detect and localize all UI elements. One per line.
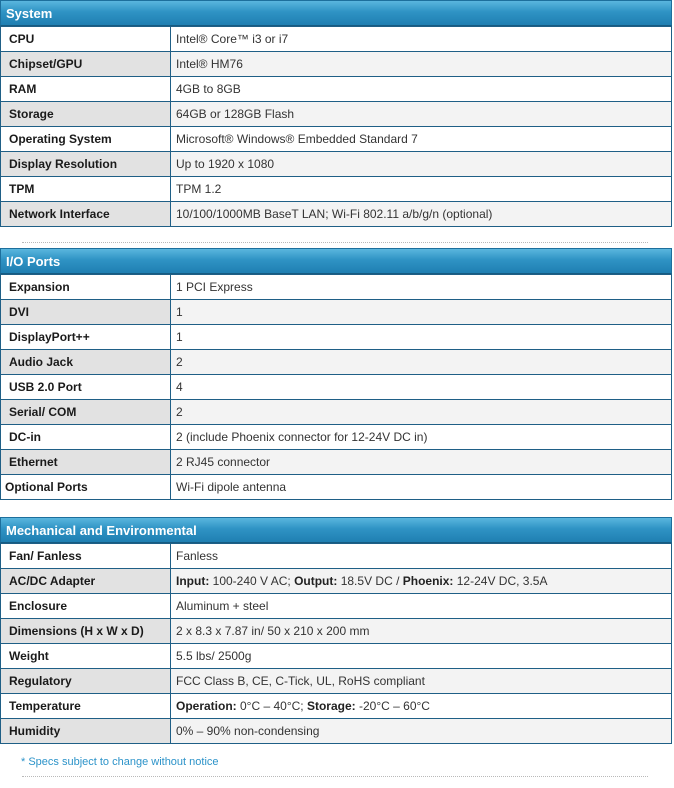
spec-value: Up to 1920 x 1080 [171,152,672,177]
spec-label: Regulatory [1,669,171,694]
spec-row [1,202,672,227]
spec-key: Output: [294,574,338,588]
spec-value [171,694,672,719]
spec-label: USB 2.0 Port [1,375,171,400]
spec-row [1,544,672,569]
spec-value: 4 [171,375,672,400]
spec-label: Humidity [1,719,171,744]
spec-label: CPU [1,27,171,52]
spec-label: Ethernet [1,450,171,475]
spec-label: Enclosure [1,594,171,619]
spec-row [1,375,672,400]
spec-value: Intel® Core™ i3 or i7 [171,27,672,52]
spec-value: 2 [171,350,672,375]
spec-value: Aluminum + steel [171,594,672,619]
spec-row [1,300,672,325]
spec-row [1,450,672,475]
section-header: I/O Ports [0,248,672,274]
spec-key: Phoenix: [402,574,454,588]
spec-value: Fanless [171,544,672,569]
spec-label: DisplayPort++ [1,325,171,350]
spec-value: 2 [171,400,672,425]
io-ports-section [0,248,672,500]
spec-label: Operating System [1,127,171,152]
spec-value: 1 [171,300,672,325]
spec-label: Weight [1,644,171,669]
footnote: * Specs subject to change without notice [21,756,219,768]
spec-table [0,26,672,227]
spec-value: TPM 1.2 [171,177,672,202]
system-section [0,0,672,227]
spec-label: Temperature [1,694,171,719]
spec-value [171,569,672,594]
spec-label: Audio Jack [1,350,171,375]
spec-value: 10/100/1000MB BaseT LAN; Wi-Fi 802.11 a/b/g/n (optional) [171,202,672,227]
spec-label: Serial/ COM [1,400,171,425]
spec-value: 1 [171,325,672,350]
spec-value: 5.5 lbs/ 2500g [171,644,672,669]
spec-label: Display Resolution [1,152,171,177]
spec-row [1,400,672,425]
spec-value: 4GB to 8GB [171,77,672,102]
spec-label: Storage [1,102,171,127]
spec-value: 1 PCI Express [171,275,672,300]
divider [22,242,648,243]
spec-value: 0% – 90% non-condensing [171,719,672,744]
spec-value: Microsoft® Windows® Embedded Standard 7 [171,127,672,152]
spec-row [1,619,672,644]
spec-row [1,475,672,500]
spec-row [1,102,672,127]
spec-key: Operation: [176,699,237,713]
spec-row [1,77,672,102]
spec-label: Fan/ Fanless [1,544,171,569]
spec-part: 100-240 V AC; [209,574,295,588]
spec-value: 2 RJ45 connector [171,450,672,475]
spec-label: DVI [1,300,171,325]
spec-part: 0°C – 40°C; [236,699,307,713]
mechanical-section [0,517,672,744]
spec-row [1,52,672,77]
divider [22,776,648,777]
spec-row [1,350,672,375]
spec-value: FCC Class B, CE, C-Tick, UL, RoHS compliant [171,669,672,694]
spec-value: 2 (include Phoenix connector for 12-24V DC in) [171,425,672,450]
spec-row [1,177,672,202]
spec-label: Network Interface [1,202,171,227]
spec-key: Storage: [306,699,356,713]
spec-label: AC/DC Adapter [1,569,171,594]
spec-part: 12-24V DC, 3.5A [453,574,548,588]
spec-row [1,594,672,619]
spec-table [0,274,672,500]
spec-value: 2 x 8.3 x 7.87 in/ 50 x 210 x 200 mm [171,619,672,644]
spec-row [1,669,672,694]
spec-label: Dimensions (H x W x D) [1,619,171,644]
section-header: Mechanical and Environmental [0,517,672,543]
spec-row [1,694,672,719]
spec-key: Input: [176,574,210,588]
spec-row [1,275,672,300]
spec-row [1,569,672,594]
spec-label: Optional Ports [1,475,171,500]
spec-label: Chipset/GPU [1,52,171,77]
spec-value: 64GB or 128GB Flash [171,102,672,127]
spec-label: Expansion [1,275,171,300]
spec-part: -20°C – 60°C [355,699,430,713]
spec-row [1,644,672,669]
spec-label: RAM [1,77,171,102]
spec-value: Wi-Fi dipole antenna [171,475,672,500]
spec-row [1,325,672,350]
spec-row [1,152,672,177]
spec-row [1,425,672,450]
spec-label: DC-in [1,425,171,450]
spec-label: TPM [1,177,171,202]
spec-row [1,27,672,52]
spec-table [0,543,672,744]
spec-value: Intel® HM76 [171,52,672,77]
section-header: System [0,0,672,26]
spec-part: 18.5V DC / [337,574,403,588]
spec-row [1,719,672,744]
spec-row [1,127,672,152]
